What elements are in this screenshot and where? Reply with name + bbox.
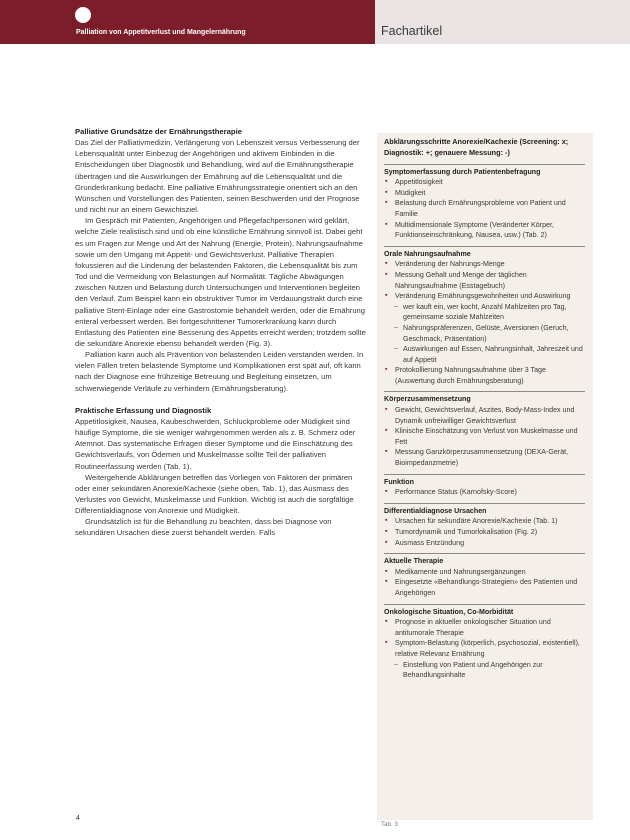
bullet-list xyxy=(384,516,585,548)
assessment-sidebar xyxy=(377,133,593,820)
running-title: Palliation von Appetitverlust und Mangelernährung xyxy=(76,29,246,36)
sidebar-section-heading: Körperzusammensetzung xyxy=(384,391,585,405)
sidebar-section-heading: Aktuelle Therapie xyxy=(384,553,585,567)
list-item: ▪ Ausmass Entzündung xyxy=(384,538,585,549)
sub-list-item: – wer kauft ein, wer kocht, Anzahl Mahlzeiten pro Tag, gemeinsame soziale Mahlzeiten xyxy=(384,302,585,323)
list-item: ▪ Medikamente und Nahrungsergänzungen xyxy=(384,567,585,578)
paragraph: Grundsätzlich ist für die Behandlung zu beachten, dass bei Diagnose von sekundären Ursachen diese zuerst behandelt werden. Falls xyxy=(75,517,332,538)
bullet-list xyxy=(384,405,585,469)
list-item: ▪ Belastung durch Ernährungsprobleme von Patient und Familie xyxy=(384,198,585,219)
list-item: ▪ Multidimensionale Symptome (Veränderter Körper, Funktionseinschränkung, Nausea, usw.) (Tab. 2) xyxy=(384,220,585,241)
sidebar-section-heading: Symptomerfassung durch Patientenbefragung xyxy=(384,164,585,178)
bullet-list xyxy=(384,487,585,498)
paragraph: Appetitlosigkeit, Nausea, Kaubeschwerden, Schluckprobleme oder Müdigkeit sind häufige Symptome, die sie weniger wahrgenommen werden als z. B. Schmerz oder Atemnot. Das systematische Erfragen dieser Symptome und die Einschätzung des Gewichtsverlaufs, von Ödemen und Muskelmasse sollte Teil der palliativen Routineerfassung werden (Tab. 1). xyxy=(75,416,356,471)
table-caption: Tab. 3 xyxy=(381,821,398,828)
section-label: Fachartikel xyxy=(381,24,443,38)
bullet-list xyxy=(384,177,585,241)
header-circle-mark xyxy=(75,7,91,23)
paragraph: Palliation kann auch als Prävention von belastenden Leiden verstanden werden. In vielen Fällen treten belastende Symptome und Komplikationen erst spät auf, oft kann nach der Diagnose eine frühzeitige Betreuung und Begleitung einsetzen, um schwerwiegende Verläufe zu verhindern (Ernährungsberatung). xyxy=(75,350,364,393)
list-item: ▪ Müdigkeit xyxy=(384,188,585,199)
paragraph: Im Gespräch mit Patienten, Angehörigen und Pflegefachpersonen wird geklärt, welche Ziele realistisch sind und ob eine künstliche Ernährung sinnvoll ist. Dabei geht es um Fragen zur Menge und Art der Nahrung (Energie, Protein), Nahrungsaufnahme sowie um den Umgang mit Appetit- und Gewichtsverlust. Palliative Therapien fokussieren auf die Linderung der belastenden Faktoren, die Lebensqualität bis zum Tod und die Vermeidung von Belastungen auf Normalität. Tägliche Abwägungen zwischen Nutzen und Belastung durch Untersuchungen und Interventionen begleiten den Verlauf. Zum Beispiel kann ein obstruktiver Tumor im Verdauungstrakt durch eine palliative Stent-Einlage oder eine Gastrostomie behandelt werden, oder die Ernährung enteral verbessert werden. Bei fortgeschrittener Tumorerkrankung kann durch Entlastung des Patienten eine Besserung des Appetits erreicht werden; trotzdem sollte die sekundäre Anorexie ebenso behandelt werden (Fig. 3). xyxy=(75,216,366,348)
sub-bullet-list xyxy=(384,660,585,681)
paragraph: Weitergehende Abklärungen betreffen das Vorliegen von Faktoren der primären oder einer sekundären Anorexie/Kachexie (siehe oben, Tab. 1), das Ausmass des Verlustes von Gewicht, Muskelmasse und Funktion. Wichtig ist auch die sorgfältige Differentialdiagnose von Anorexie und Müdigkeit. xyxy=(75,472,354,516)
bullet-list xyxy=(384,259,585,301)
list-item: ▪ Klinische Einschätzung von Verlust von Muskelmasse und Fett xyxy=(384,426,585,447)
list-item: ▪ Prognose in aktueller onkologischer Situation und antitumorale Therapie xyxy=(384,617,585,638)
list-item: ▪ Veränderung Ernährungsgewohnheiten und Auswirkung xyxy=(384,291,585,302)
list-item: ▪ Protokollierung Nahrungsaufnahme über 3 Tage (Auswertung durch Ernährungsberatung) xyxy=(384,365,585,386)
sidebar-section-heading: Orale Nahrungsaufnahme xyxy=(384,246,585,260)
sidebar-section-heading: Onkologische Situation, Co-Morbidität xyxy=(384,604,585,618)
sub-list-item: – Einstellung von Patient und Angehörigen zur Behandlungsinhalte xyxy=(384,660,585,681)
list-item: ▪ Messung Gehalt und Menge der täglichen Nahrungsaufnahme (Esstagebuch) xyxy=(384,270,585,291)
bullet-list xyxy=(384,617,585,659)
section-heading: Praktische Erfassung und Diagnostik xyxy=(75,405,212,415)
section-gap xyxy=(75,394,369,405)
sub-bullet-list xyxy=(384,302,585,366)
header-section-panel xyxy=(375,0,630,44)
list-item: ▪ Tumordynamik und Tumorlokalisation (Fig. 2) xyxy=(384,527,585,538)
header-band xyxy=(0,0,375,44)
sub-list-item: – Auswirkungen auf Essen, Nahrungsinhalt, Jahreszeit und auf Appetit xyxy=(384,344,585,365)
article-body xyxy=(75,126,369,539)
list-item: ▪ Performance Status (Karnofsky-Score) xyxy=(384,487,585,498)
sidebar-section-heading: Funktion xyxy=(384,474,585,488)
list-item: ▪ Gewicht, Gewichtsverlauf, Aszites, Body-Mass-Index und Dynamik unfreiwilliger Gewichtsverlust xyxy=(384,405,585,426)
bullet-list xyxy=(384,567,585,599)
sub-list-item: – Nahrungspräferenzen, Gelüste, Aversionen (Geruch, Geschmack, Präsentation) xyxy=(384,323,585,344)
bullet-list xyxy=(384,365,585,386)
sidebar-section-heading: Differentialdiagnose Ursachen xyxy=(384,503,585,517)
page-header xyxy=(0,0,630,58)
sidebar-title: Abklärungsschritte Anorexie/Kachexie (Screening: x; Diagnostik: +; genauere Messung: -) xyxy=(384,137,569,157)
paragraph: Das Ziel der Palliativmedizin, Verlängerung von Lebenszeit versus Verbesserung der Lebensqualität unter Einbezug der Angehörigen und aktivem Einbinden in die Entscheidungen über Diagnostik und Behandlung, wird auf die Ernährungstherapie übertragen und die Auswirkungen der Ernährung auf die Lebensqualität und die Grunderkrankung bedacht. Eine palliative Ernährungsstrategie orientiert sich an den Wünschen und Vorstellungen des Patienten, seinen Beschwerden und der Prognose und nicht nur an einem Gewichtsziel. xyxy=(75,138,360,215)
list-item: ▪ Messung Ganzkörperzusammensetzung (DEXA-Gerät, Bioimpedanzmetrie) xyxy=(384,447,585,468)
list-item: ▪ Symptom-Belastung (körperlich, psychosozial, existentiell), relative Relevanz Ernährung xyxy=(384,638,585,659)
list-item: ▪ Appetitlosigkeit xyxy=(384,177,585,188)
page-number: 4 xyxy=(76,815,80,822)
list-item: ▪ Ursachen für sekundäre Anorexie/Kachexie (Tab. 1) xyxy=(384,516,585,527)
list-item: ▪ Veränderung der Nahrungs-Menge xyxy=(384,259,585,270)
section-heading: Palliative Grundsätze der Ernährungstherapie xyxy=(75,127,243,136)
list-item: ▪ Eingesetzte «Behandlungs-Strategien» des Patienten und Angehörigen xyxy=(384,577,585,598)
